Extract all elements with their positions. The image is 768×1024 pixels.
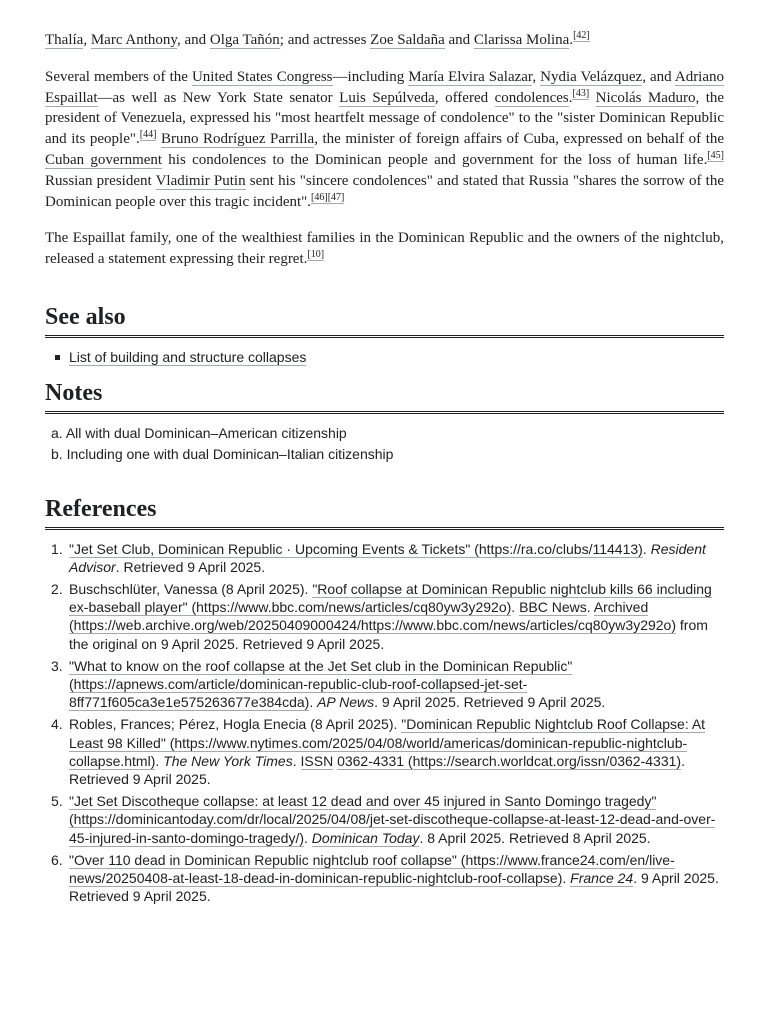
- heading-notes: Notes: [45, 380, 724, 414]
- reference-body: [69, 792, 724, 847]
- link-luis-sepulveda[interactable]: Luis Sepúlveda: [339, 89, 435, 106]
- citation-43[interactable]: [43]: [572, 87, 590, 99]
- text: .: [562, 870, 571, 887]
- text: , the president of Venezuela, expressed his "most heartfelt message of condolence" to the "sister Dominican Republic and its people".: [45, 89, 725, 148]
- reference-publisher-link[interactable]: BBC News: [519, 599, 587, 616]
- note-text: Including one with dual Dominican–Italian citizenship: [66, 446, 394, 463]
- text: . 9 April 2025. Retrieved 9 April 2025.: [69, 870, 719, 905]
- text: ,: [532, 68, 541, 85]
- text: .: [569, 32, 574, 48]
- text: Several members of the: [45, 68, 192, 85]
- link-adriano-espaillat[interactable]: Adriano Espaillat: [45, 68, 725, 106]
- reference-body: [69, 540, 724, 576]
- text: ; and actresses: [279, 32, 371, 48]
- citation-45[interactable]: [45]: [707, 149, 724, 161]
- reference-publisher: The New York Times: [163, 752, 293, 769]
- text: , the minister of foreign affairs of Cuba, expressed on behalf of the: [314, 131, 725, 148]
- text: .: [304, 829, 312, 846]
- text: . Retrieved 9 April 2025.: [115, 558, 266, 575]
- text: . 8 April 2025. Retrieved 8 April 2025.: [419, 829, 651, 846]
- link-zoe-saldana[interactable]: Zoe Saldaña: [370, 32, 445, 48]
- note-item: [51, 424, 724, 442]
- text: . 9 April 2025. Retrieved 9 April 2025.: [374, 694, 606, 711]
- text: , and: [176, 32, 210, 48]
- link-marc-anthony[interactable]: Marc Anthony: [90, 32, 177, 48]
- reference-body: [69, 851, 724, 906]
- citation-42[interactable]: [42]: [573, 30, 590, 41]
- reference-number: 6.: [51, 851, 63, 868]
- text: .: [309, 694, 318, 711]
- reference-title-link[interactable]: "Roof collapse at Dominican Republic nightclub kills 66 including ex-baseball player" (https://www.bbc.com/news/articles/cq80yw3y292o): [69, 580, 712, 616]
- text: —as well as New York State senator: [97, 89, 340, 106]
- citation-10[interactable]: [10]: [307, 249, 325, 261]
- reference-title-link[interactable]: "Jet Set Club, Dominican Republic · Upcoming Events & Tickets" (https://ra.co/clubs/114413): [69, 540, 643, 557]
- text: his condolences to the Dominican people and government for the loss of human life.: [162, 151, 708, 168]
- reference-publisher-link[interactable]: France 24: [570, 870, 634, 887]
- link-us-congress[interactable]: United States Congress: [191, 68, 333, 85]
- note-item: [51, 445, 724, 463]
- citation-46[interactable]: [46]: [311, 191, 328, 203]
- reference-item: [51, 851, 724, 906]
- reference-issn-link[interactable]: ISSN: [300, 752, 334, 769]
- reference-number: 2.: [51, 580, 63, 597]
- text: . Retrieved 9 April 2025.: [69, 752, 685, 788]
- link-thalia[interactable]: Thalía: [45, 32, 84, 48]
- reference-item: [51, 715, 724, 788]
- heading-see-also: See also: [45, 304, 724, 338]
- reference-number: 3.: [51, 657, 63, 674]
- reference-body: [69, 715, 724, 788]
- citation-44[interactable]: [44]: [139, 129, 157, 141]
- text: .: [586, 599, 594, 616]
- paragraph-espaillat-family: [45, 228, 724, 270]
- reference-item: [51, 580, 724, 653]
- link-cuban-government[interactable]: Cuban government: [45, 151, 163, 168]
- text: The Espaillat family, one of the wealthiest families in the Dominican Republic and the owners of the nightclub, released a statement expressing their regret.: [45, 230, 724, 268]
- text: sent his "sincere condolences" and stated that Russia "shares the sorrow of the Dominican people over this tragic incident".: [45, 172, 724, 210]
- reference-title-link[interactable]: "What to know on the roof collapse at the Jet Set club in the Dominican Republic" (https://apnews.com/article/dominican-republic-club-roof-collapsed-jet-set-8ff771f605ca3e1e575263677e384cda): [69, 657, 573, 711]
- citation-47[interactable]: [47]: [327, 191, 345, 203]
- reference-title-link[interactable]: "Dominican Republic Nightclub Roof Collapse: At Least 98 Killed" (https://www.nytimes.com/2025/04/08/world/americas/dominican-republic-nightclub-collapse.html): [69, 716, 706, 769]
- link-nicolas-maduro[interactable]: Nicolás Maduro: [595, 89, 696, 106]
- reference-body: [69, 580, 724, 653]
- paragraph-condolences: [45, 67, 724, 213]
- link-nydia-velazquez[interactable]: Nydia Velázquez: [540, 68, 643, 85]
- text: .: [642, 540, 651, 557]
- reference-number: 1.: [51, 540, 63, 557]
- text: [589, 90, 596, 106]
- reference-title-link[interactable]: "Over 110 dead in Dominican Republic nightclub roof collapse" (https://www.france24.com/en/live-news/20250408-at-least-18-dead-in-dominican-republic-nightclub-roof-collapse): [69, 851, 675, 887]
- text: .: [511, 599, 520, 616]
- text: ,: [83, 32, 91, 48]
- notes-list: [45, 424, 724, 463]
- note-marker[interactable]: a.: [51, 425, 63, 442]
- heading-references: References: [45, 496, 724, 530]
- reference-number: 4.: [51, 716, 63, 733]
- link-olga-tanon[interactable]: Olga Tañón: [209, 32, 280, 48]
- text: —including: [332, 68, 409, 85]
- text: .: [155, 752, 164, 769]
- paragraph-tributes: [45, 30, 724, 51]
- link-list-of-collapses[interactable]: List of building and structure collapses: [69, 348, 307, 365]
- reference-author: Robles, Frances; Pérez, Hogla Enecia (8 April 2025).: [69, 716, 402, 733]
- link-vladimir-putin[interactable]: Vladimir Putin: [155, 172, 246, 189]
- note-marker[interactable]: b.: [51, 446, 63, 463]
- reference-item: [51, 792, 724, 847]
- text: Russian president: [45, 172, 156, 189]
- text: , and: [642, 68, 675, 85]
- link-condolences[interactable]: condolences: [494, 89, 569, 106]
- text: and: [444, 32, 474, 48]
- text: .: [292, 752, 301, 769]
- reference-publisher: AP News: [317, 694, 375, 711]
- reference-number: 5.: [51, 793, 63, 810]
- reference-publisher-link[interactable]: Dominican Today: [311, 829, 420, 846]
- text: .: [568, 89, 573, 106]
- reference-title-link[interactable]: "Jet Set Discotheque collapse: at least 12 dead and over 45 injured in Santo Domingo tragedy" (https://dominicantoday.com/dr/local/2025/04/08/jet-set-discotheque-collapse-at-least-12-dead-and-over-45-injured-in-santo-domingo-tragedy/): [69, 793, 716, 846]
- text: , offered: [434, 89, 495, 106]
- reference-author: Buschschlüter, Vanessa (8 April 2025).: [69, 580, 313, 597]
- text: from the original on 9 April 2025. Retrieved 9 April 2025.: [69, 617, 708, 652]
- reference-item: [51, 657, 724, 712]
- link-maria-elvira-salazar[interactable]: María Elvira Salazar: [408, 68, 533, 85]
- link-clarissa-molina[interactable]: Clarissa Molina: [473, 32, 570, 48]
- note-text: All with dual Dominican–American citizenship: [65, 425, 347, 442]
- references-list: [45, 540, 724, 906]
- reference-body: [69, 657, 724, 712]
- see-also-list: [45, 348, 724, 366]
- list-item: [55, 348, 724, 366]
- link-bruno-rodriguez-parrilla[interactable]: Bruno Rodríguez Parrilla: [160, 131, 315, 148]
- reference-publisher: Resident Advisor: [69, 540, 706, 575]
- reference-item: [51, 540, 724, 576]
- reference-archive-link[interactable]: Archived (https://web.archive.org/web/20250409000424/https://www.bbc.com/news/articles/cq80yw3y292o): [69, 599, 677, 634]
- reference-issn-number-link[interactable]: 0362-4331 (https://search.worldcat.org/issn/0362-4331): [337, 752, 682, 769]
